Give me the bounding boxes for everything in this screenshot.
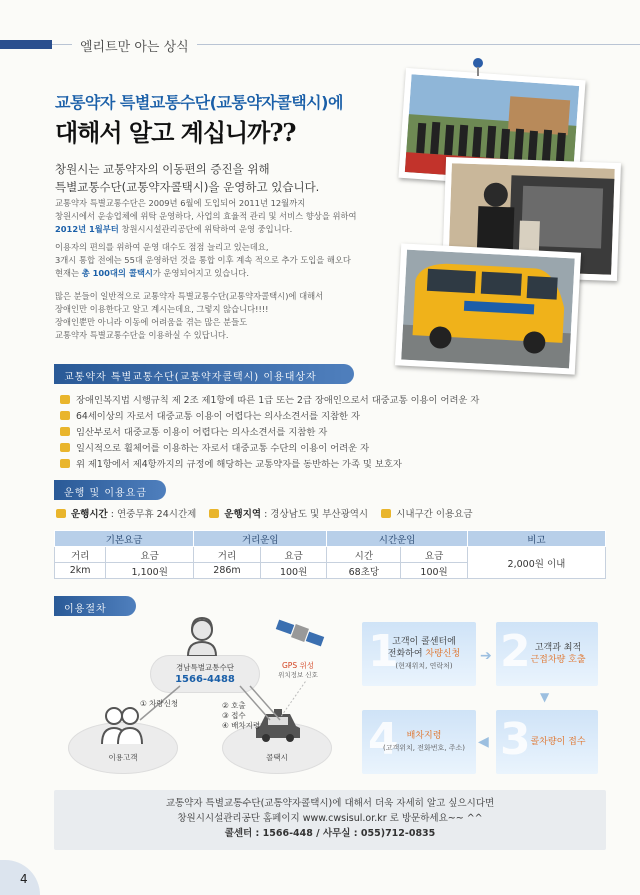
bullet-icon xyxy=(381,509,391,518)
target-text: 위 제1항에서 제4항까지의 규정에 해당하는 교통약자를 동반하는 가족 및 보호자 xyxy=(76,459,402,470)
arrow-left-icon: ◀ xyxy=(478,734,489,750)
paragraph-fleet xyxy=(55,241,395,280)
arrow-down-icon: ▼ xyxy=(540,690,550,704)
header-accent-bar xyxy=(0,40,52,49)
section-header: 엘리트만 아는 상식 xyxy=(72,36,197,55)
bullet-icon xyxy=(209,509,219,518)
step-line: 고객이 콜센터에 xyxy=(392,637,456,647)
contact-box xyxy=(54,790,606,850)
title-line-1: 교통약자 특별교통수단(교통약자콜택시)에 xyxy=(55,93,343,112)
contact-line: 교통약자 특별교통수단(교통약자콜택시)에 대해서 더욱 자세히 알고 싶으시다면 xyxy=(165,798,495,809)
step-label-accept: ③ 접수 xyxy=(222,711,246,720)
bullet-icon xyxy=(60,459,70,468)
target-text: 장애인복지법 시행규칙 제 2조 제1항에 따른 1급 또는 2급 장애인으로서 대중교통 이용이 어려운 자 xyxy=(76,395,480,406)
operation-info xyxy=(56,506,473,520)
para-line: 교통약자 특별교통수단은 2009년 6월에 도입되어 2011년 12월까지 xyxy=(55,198,306,208)
table-cell: 시간 xyxy=(327,547,401,563)
taxi-van-image xyxy=(401,250,575,369)
th-time: 시간운임 xyxy=(327,531,467,547)
table-cell: 2km xyxy=(55,563,106,579)
pushpin-icon xyxy=(472,58,484,76)
para-line: 교통약자 특별교통수단을 이용하실 수 있답니다. xyxy=(55,330,229,340)
satellite-icon xyxy=(275,616,325,652)
step-text xyxy=(520,642,596,666)
taxi-label: 콜택시 xyxy=(266,753,288,762)
bullet-icon xyxy=(60,427,70,436)
step-label-call: ② 호출 xyxy=(222,701,246,710)
step-sub: (현재위치, 연락처) xyxy=(395,662,453,670)
step-number: 4 xyxy=(368,714,399,765)
arrow-right-icon: ➔ xyxy=(480,648,492,664)
lead-text xyxy=(55,160,385,196)
para-text: 가 운영되어지고 있습니다. xyxy=(152,268,249,278)
para-text: 현재는 xyxy=(55,268,82,278)
section-title-fee: 운행 및 이용요금 xyxy=(54,480,166,500)
step-text xyxy=(376,636,472,672)
target-text: 임산부로서 대중교통 이용이 어렵다는 의사소견서를 지참한 자 xyxy=(76,427,328,438)
target-item xyxy=(60,440,369,454)
step-number: 3 xyxy=(500,714,531,765)
para-line: 많은 분들이 일반적으로 교통약자 특별교통수단(교통약자콜택시)에 대해서 xyxy=(55,291,324,301)
step-text xyxy=(520,736,596,748)
photo-taxi xyxy=(395,243,581,374)
area-label: 운행지역 xyxy=(224,509,262,520)
step-1 xyxy=(362,622,476,686)
table-cell: 거리 xyxy=(55,547,106,563)
bullet-icon xyxy=(60,443,70,452)
fee-table xyxy=(54,530,606,579)
section-title-procedure: 이용절차 xyxy=(54,596,136,616)
bullet-icon xyxy=(56,509,66,518)
operator-icon xyxy=(184,616,220,656)
table-cell: 1,100원 xyxy=(106,563,194,579)
table-cell: 요금 xyxy=(106,547,194,563)
fare-note: 시내구간 이용요금 xyxy=(396,509,473,520)
step-3 xyxy=(496,710,598,774)
contact-line: 창원시시설관리공단 홈페이지 www.cwsisul.or.kr 로 방문하세요~~ ^^ xyxy=(177,813,483,824)
th-basic: 기본요금 xyxy=(55,531,194,547)
step-line xyxy=(376,648,472,660)
para-line: 창원시에서 운송업체에 위탁 운영하다, 사업의 효율적 관리 및 서비스 향상을 위하여 xyxy=(55,211,357,221)
step-highlight: 근접차량 호출 xyxy=(530,655,586,665)
user-label: 이용고객 xyxy=(108,753,138,762)
title-line-2: 대해서 알고 계십니까?? xyxy=(55,118,296,147)
target-item xyxy=(60,392,479,406)
table-cell: 286m xyxy=(194,563,261,579)
paragraph-eligibility xyxy=(55,290,395,342)
step-4 xyxy=(362,710,476,774)
section-title-targets: 교통약자 특별교통수단(교통약자콜택시) 이용대상자 xyxy=(54,364,354,384)
highlight-count: 총 100대의 콜택시 xyxy=(81,268,153,278)
target-item xyxy=(60,456,402,470)
gps-label: GPS 위성 xyxy=(282,661,314,670)
para-line: 장애인뿐만 아니라 이동에 어려움을 겪는 많은 분들도 xyxy=(55,317,248,327)
target-item xyxy=(60,408,360,422)
para-text: 창원시시설관리공단에 위탁하여 운영 중입니다. xyxy=(118,224,293,234)
table-cell: 거리 xyxy=(194,547,261,563)
step-line: 전화하여 xyxy=(387,649,426,659)
th-distance: 거리운임 xyxy=(194,531,327,547)
highlight-date: 2012년 1월부터 xyxy=(55,224,119,234)
step-label-request: ① 차량신청 xyxy=(140,699,179,708)
step-text xyxy=(376,730,472,754)
para-line: 이용자의 편의를 위하여 운영 대수도 점점 늘리고 있는데요, xyxy=(55,242,269,252)
step-line: 고객과 최적 xyxy=(534,643,582,653)
step-number: 2 xyxy=(500,626,531,677)
target-item xyxy=(60,424,327,438)
para-line: 장애인만 이용한다고 알고 계시는데요, 그렇지 않습니다!!!! xyxy=(55,304,269,314)
gps-sublabel: 위치정보 신호 xyxy=(278,671,318,679)
table-cell: 68초당 xyxy=(327,563,401,579)
table-header-row xyxy=(55,531,606,547)
table-row xyxy=(55,547,606,563)
th-note: 비고 xyxy=(467,531,605,547)
bullet-icon xyxy=(60,395,70,404)
step-sub: (고객위치, 전화번호, 주소) xyxy=(383,744,465,752)
call-center-phone: 1566-4488 xyxy=(175,674,235,685)
paragraph-history xyxy=(55,197,395,236)
call-center-name: 경남특별교통수단 xyxy=(176,663,234,672)
step-label-dispatch: ④ 배차지령 xyxy=(222,721,261,730)
table-cell: 100원 xyxy=(401,563,468,579)
contact-phone: 콜센터 : 1566-448 / 사무실 : 055)712-0835 xyxy=(224,828,436,839)
target-text: 64세이상의 자로서 대중교통 이용이 어렵다는 의사소견서를 지참한 자 xyxy=(76,411,360,422)
time-value: : 연중무휴 24시간제 xyxy=(107,509,197,520)
table-cell-note: 2,000원 이내 xyxy=(467,547,605,579)
lead-line: 창원시는 교통약자의 이동편의 증진을 위해 xyxy=(55,162,270,176)
para-line xyxy=(55,267,395,280)
page-number: 4 xyxy=(20,872,28,886)
table-cell: 요금 xyxy=(260,547,327,563)
bullet-icon xyxy=(60,411,70,420)
step-highlight: 배차지령 xyxy=(406,731,442,741)
step-highlight: 차량신청 xyxy=(425,649,461,659)
para-line xyxy=(55,223,395,236)
area-value: : 경상남도 및 부산광역시 xyxy=(261,509,369,520)
step-2 xyxy=(496,622,598,686)
page-number-tab xyxy=(0,860,40,895)
table-cell: 요금 xyxy=(401,547,468,563)
target-text: 일시적으로 휠체어를 이용하는 자로서 대중교통 수단의 이용이 어려운 자 xyxy=(76,443,370,454)
time-label: 운행시간 xyxy=(71,509,108,520)
table-cell: 100원 xyxy=(260,563,327,579)
para-line: 3개시 통합 전에는 55대 운영하던 것을 통합 이후 계속 적으로 추가 도입을 해오다 xyxy=(55,255,351,265)
step-number: 1 xyxy=(368,626,399,677)
lead-line: 특별교통수단(교통약자콜택시)을 운영하고 있습니다. xyxy=(55,180,320,194)
step-highlight: 콜차량이 접수 xyxy=(530,737,586,747)
